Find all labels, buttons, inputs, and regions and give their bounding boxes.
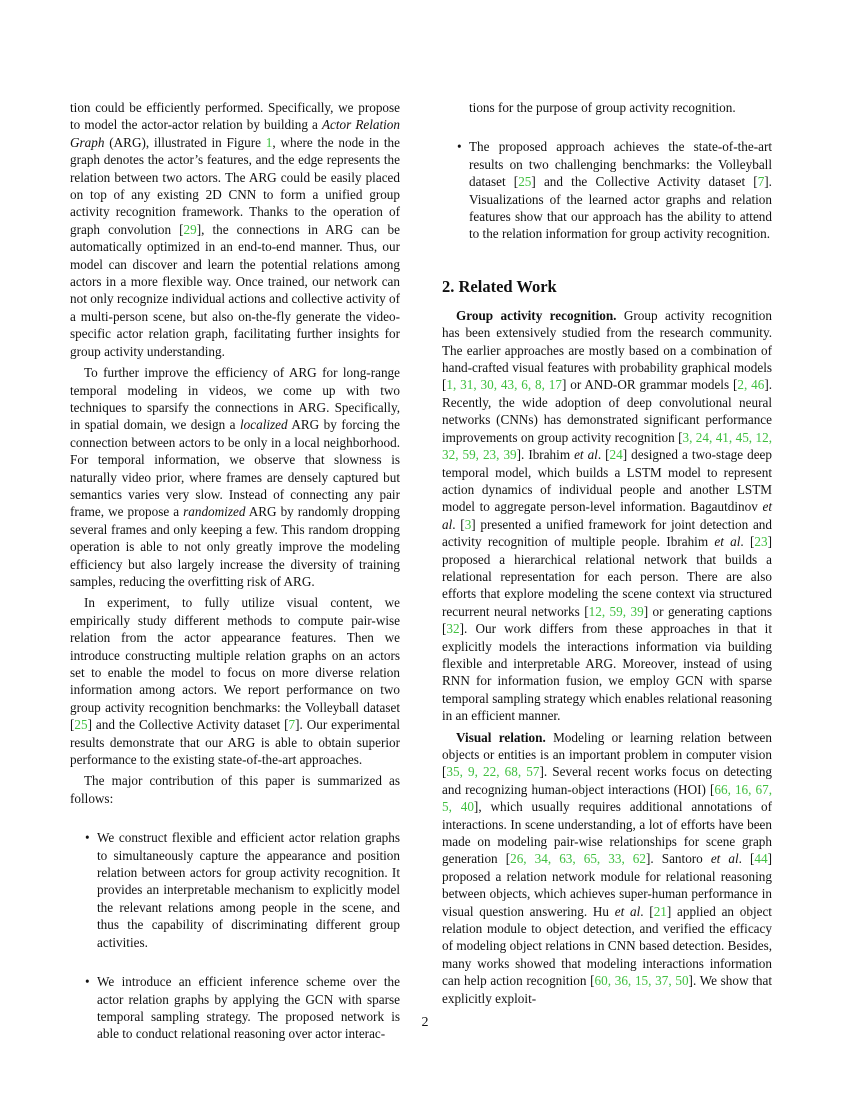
paragraph-runin-heading: Visual relation. — [456, 729, 546, 745]
bullet-icon: • — [85, 974, 90, 990]
text-run: Group activity recognition has been extensively studied from the research community. The earlier approaches are mostly based on a combination of hand-crafted visual features with probability graphical models [ — [442, 307, 772, 393]
text-run: ]. Recently, the wide adoption of deep convolutional neural networks (CNNs) has demonstrated significant performance improvements on group activity recognition [ — [442, 377, 773, 445]
text-run: . [ — [640, 903, 654, 919]
emphasis: et al — [614, 903, 641, 919]
text-run: (ARG), illustrated in Figure — [104, 134, 266, 150]
emphasis: et al — [714, 534, 741, 550]
citation-link[interactable]: 35, 9, 22, 68, 57 — [446, 764, 540, 780]
text-run: Modeling or learning relation between objects or entities is an important problem in computer vision [ — [442, 729, 772, 780]
text-run: ], the connections in ARG can be automatically optimized in an end-to-end manner. Thus, our model can discover and learn the potential relations among actors in a more flexible way. Once trained, our network can not only recognize individual actions and collective activity of a multi-person scene, but also on-the-fly generate the video-specific actor relation graph, facilitating further insights for group activity understanding. — [70, 221, 400, 359]
intro-paragraph-1 — [70, 99, 400, 360]
related-paragraph-visual-relation — [442, 729, 772, 1008]
citation-link[interactable]: 2, 46 — [737, 377, 765, 393]
intro-paragraph-3 — [70, 594, 400, 768]
text-run: ] presented a unified framework for joint detection and activity recognition of multiple people. Ibrahim — [442, 516, 772, 550]
related-paragraph-group-activity — [442, 307, 772, 725]
citation-link[interactable]: 32 — [446, 621, 460, 637]
text-run: ]. Ibrahim — [516, 447, 575, 463]
emphasis: et al — [574, 447, 598, 463]
page-number: 2 — [421, 1015, 429, 1030]
text-run: ] and the Collective Activity dataset [ — [87, 717, 289, 733]
text-run: ARG by forcing the connection between actors to be only in a local neighborhood. For temporal information, we observe that slowness is naturally video prior, where frames are densely captured but semantics varies very slow. Instead of connecting any pair frame, we propose a — [70, 417, 400, 520]
right-column — [442, 99, 772, 1007]
citation-link[interactable]: 7 — [288, 717, 296, 733]
text-run: . [ — [597, 447, 610, 463]
text-run: ] designed a two-stage deep temporal model, which builds a LSTM model to represent action dynamics of individual people and another LSTM model to aggregate person-level information. Bagautdinov — [442, 447, 773, 515]
text-run: ]. Santoro — [646, 851, 711, 867]
text-run: ] proposed a hierarchical relational network that builds a relational representation for each person. There are also efforts that explore modeling the scene context via structured recurrent neural networks [ — [442, 534, 772, 619]
text-run: . [ — [740, 534, 755, 550]
figure-link[interactable]: 1 — [265, 134, 273, 150]
citation-link[interactable]: 44 — [754, 851, 768, 867]
text-run: ] or AND-OR grammar models [ — [561, 377, 738, 393]
citation-link[interactable]: 1, 31, 30, 43, 6, 8, 17 — [446, 377, 562, 393]
citation-link[interactable]: 21 — [653, 903, 667, 919]
text-run: In experiment, to fully utilize visual content, we empirically study different methods to compute pair-wise relation from the actor appearance features. Then we introduce constructing multiple relation graphs on an actors set to enable the model to focus on more diverse relation information among actors. We report performance on two group activity recognition benchmarks: the Volleyball dataset [ — [70, 595, 400, 733]
contribution-text: tions for the purpose of group activity recognition. — [469, 100, 736, 115]
contribution-list — [70, 829, 400, 1042]
bullet-icon: • — [85, 830, 90, 846]
text-run: ] proposed a relation network module for relational reasoning between objects, which achieves super-human performance in visual question answering. Hu — [442, 851, 773, 919]
emphasis: localized — [240, 417, 288, 433]
text-run: ] applied an object relation module to object detection, and verified the efficacy of modeling object relations in CNN based detection. Besides, many works showed that modeling interactions information can help action recognition [ — [442, 903, 772, 989]
citation-link[interactable]: 3, 24, 41, 45, 12, 32, 59, 23, 39 — [442, 429, 773, 463]
contribution-text: We construct flexible and efficient actor relation graphs to simultaneously capture the appearance and position relation between actors for group activity recognition. It provides an interpretable mechanism to explicitly model the relevant relations among people in the scene, and thus the capability of discriminating different group activities. — [97, 830, 400, 950]
paragraph-runin-heading: Group activity recognition. — [456, 307, 617, 323]
text-run: ] or generating captions [ — [442, 603, 773, 637]
text-run: . [ — [452, 516, 465, 532]
text-run: ], which usually requires additional annotations of interactions. In scene understanding, a lot of efforts have been made on modeling pair-wise relationships for scene graph generation [ — [442, 799, 772, 867]
contribution-intro: The major contribution of this paper is summarized as follows: — [70, 773, 400, 806]
text-run: ]. Several recent works focus on detecting and recognizing human-object interactions (HOI) [ — [442, 764, 773, 797]
text-run: ]. We show that explicitly exploit- — [442, 973, 773, 1006]
left-column — [70, 99, 400, 1043]
contribution-item-2 — [70, 973, 400, 1043]
text-run: ]. Visualizations of the learned actor graphs and relation features show that our approach has the ability to attend to the relation information for group activity recognition. — [469, 174, 772, 242]
text-run: . [ — [738, 851, 755, 867]
text-run: ]. Our experimental results demonstrate that our ARG is able to obtain superior performance to the existing state-of-the-art approaches. — [70, 717, 400, 768]
citation-link[interactable]: 3 — [464, 516, 472, 532]
emphasis: et al — [442, 499, 772, 532]
contribution-text: We introduce an efficient inference scheme over the actor relation graphs by applying the GCN with sparse temporal sampling strategy. The proposed network is able to conduct relational reasoning over actor interac- — [97, 974, 400, 1042]
contribution-item-2-continued — [442, 99, 772, 116]
text-run: ARG by randomly dropping several frames and only keeping a few. This random dropping operation is able to not only greatly improve the modeling efficiency but also largely increase the diversity of training samples, reducing the overfitting risk of ARG. — [70, 504, 400, 589]
citation-link[interactable]: 23 — [754, 534, 768, 550]
emphasis: randomized — [183, 504, 246, 520]
text-run: tion could be efficiently performed. Specifically, we propose to model the actor-actor relation by building a — [70, 100, 400, 133]
emphasis: et al — [710, 851, 739, 867]
citation-link[interactable]: 25 — [518, 174, 532, 190]
citation-link[interactable]: 7 — [757, 174, 765, 190]
text-run: To further improve the efficiency of ARG for long-range temporal modeling in videos, we come up with two techniques to sparsify the connections in ARG. Specifically, in spatial domain, we design a — [70, 365, 400, 433]
citation-link[interactable]: 24 — [609, 447, 623, 463]
contribution-item-3 — [442, 138, 772, 242]
contribution-item-1 — [70, 829, 400, 951]
citation-link[interactable]: 29 — [183, 221, 197, 237]
citation-link[interactable]: 60, 36, 15, 37, 50 — [594, 973, 689, 989]
citation-link[interactable]: 66, 16, 67, 5, 40 — [442, 781, 773, 815]
text-run: ] and the Collective Activity dataset [ — [531, 174, 758, 190]
citation-link[interactable]: 25 — [74, 717, 88, 733]
citation-link[interactable]: 26, 34, 63, 65, 33, 62 — [510, 851, 646, 867]
emphasis: Actor Relation Graph — [70, 117, 400, 150]
citation-link[interactable]: 12, 59, 39 — [588, 603, 644, 619]
bullet-icon: • — [457, 139, 462, 155]
intro-paragraph-2 — [70, 364, 400, 590]
section-heading-related-work: 2. Related Work — [442, 276, 557, 296]
text-run: ]. Our work differs from these approaches in that it explicitly models the interactions information via building flexible and interpretable ARG. Moreover, instead of using RNN for information fusion, we employ GCN with sparse temporal sampling strategy which enables relational reasoning in an efficient manner. — [442, 621, 772, 724]
text-run: , where the node in the graph denotes the actor’s features, and the edge represents the relation between two actors. The ARG could be easily placed on top of any existing 2D CNN to form a unified group activity recognition framework. Thanks to the operation of graph convolution [ — [70, 134, 400, 237]
contribution-list-continued — [442, 99, 772, 243]
text-run: The proposed approach achieves the state-of-the-art results on two challenging benchmarks: the Volleyball dataset [ — [469, 139, 772, 190]
